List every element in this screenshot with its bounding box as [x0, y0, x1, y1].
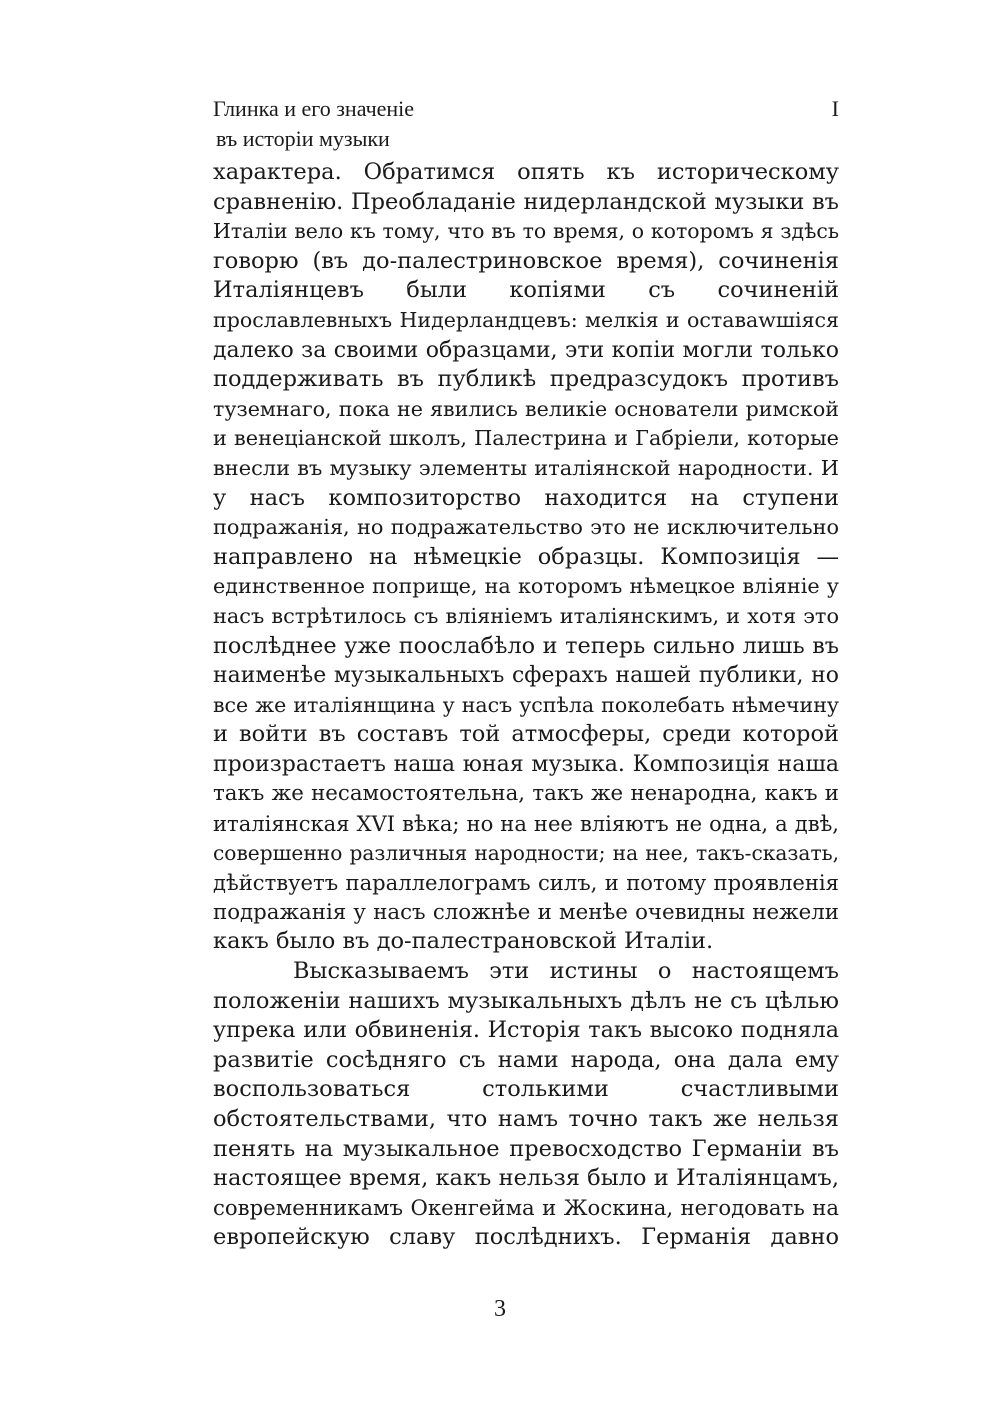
text-line: поддерживать въ публикѣ предразсудокъ противъ: [213, 366, 839, 393]
text-line: и войти въ составъ той атмосферы, среди которой: [213, 721, 839, 748]
text-line: характера. Обратимся опять къ историческому: [213, 159, 839, 185]
text-line: единственное поприще, на которомъ нѣмецкое вліяніе у: [213, 574, 839, 599]
text-line: европейскую славу послѣднихъ. Германія давно: [213, 1224, 839, 1251]
text-line: говорю (въ до-палестриновское время), сочиненія: [213, 247, 839, 274]
body-text: [213, 158, 839, 1253]
text-line: италіянская XVI вѣка; но на нее вліяютъ не одна, а двѣ,: [213, 811, 839, 837]
text-line: прославлевныхъ Нидерландцевъ: мелкія и оставawшіяся: [213, 307, 839, 332]
text-line: пенять на музыкальное превосходство Германіи въ: [213, 1135, 839, 1162]
text-line: насъ встрѣтилось съ вліяніемъ италіянскимъ, и хотя это: [213, 603, 839, 628]
text-line: обстоятельствами, что намъ точно такъ же нельзя: [213, 1106, 839, 1132]
paragraph-end-line: какъ было въ до-палестрановской Италіи.: [213, 928, 714, 955]
text-line: положеніи нашихъ музыкальныхъ дѣлъ не съ цѣлью: [213, 987, 839, 1014]
text-line: упрека или обвиненія. Исторія такъ высоко подняла: [213, 1017, 839, 1044]
text-line: и венеціанской школъ, Палестрина и Габріели, которые: [213, 426, 839, 451]
text-line: дѣйствуетъ параллелограмъ силъ, и потому проявленія: [213, 870, 839, 896]
text-line: сравненію. Преобладаніе нидерландской музыки въ: [213, 188, 839, 215]
running-title-line-1: Глинка и его значеніе: [213, 96, 415, 121]
text-line: внесли въ музыку элементы италіянской народности. И: [213, 455, 839, 480]
paragraph-first-line: Высказываемъ эти истины о настоящемъ: [293, 958, 839, 985]
text-line: совершенно различныя народности; на нее, такъ-сказать,: [213, 840, 839, 865]
running-head: [213, 94, 839, 154]
text-line: направлено на нѣмецкіе образцы. Композиція —: [213, 543, 839, 570]
text-line: подражанія у насъ сложнѣе и менѣе очевидны нежели: [213, 899, 839, 925]
running-title-line-2: въ исторіи музыки: [216, 126, 390, 151]
text-line: такъ же несамостоятельна, такъ же ненародна, какъ и: [213, 781, 839, 807]
text-line: Италіи вело къ тому, что въ то время, о которомъ я здѣсь: [213, 219, 839, 244]
page-number: 3: [494, 1296, 506, 1322]
text-line: послѣднее уже поослабѣло и теперь сильно лишь въ: [213, 632, 839, 659]
text-line: воспользоваться столькими счастливыми: [213, 1076, 839, 1103]
text-line: Италіянцевъ были копіями съ сочиненій: [213, 277, 839, 304]
text-line: развитіе сосѣдняго съ нами народа, она дала ему: [213, 1046, 839, 1073]
text-line: все же италіянщина у насъ успѣла поколебать нѣмечину: [213, 692, 839, 717]
text-line: туземнаго, пока не явились великіе основатели римской: [213, 396, 839, 421]
text-line: у насъ композиторство находится на ступени: [213, 484, 839, 511]
text-line: подражанія, но подражательство это не исключительно: [213, 515, 839, 540]
text-line: далеко за своими образцами, эти копіи могли только: [213, 337, 839, 363]
text-line: настоящее время, какъ нельзя было и Италіянцамъ,: [213, 1165, 839, 1192]
text-line: произрастаетъ наша юная музыка. Композиція наша: [213, 751, 839, 777]
text-line: современникамъ Окенгейма и Жоскина, негодовать на: [213, 1195, 839, 1221]
text-line: наименѣе музыкальныхъ сферахъ нашей публики, но: [213, 663, 839, 689]
part-number: I: [831, 96, 839, 121]
